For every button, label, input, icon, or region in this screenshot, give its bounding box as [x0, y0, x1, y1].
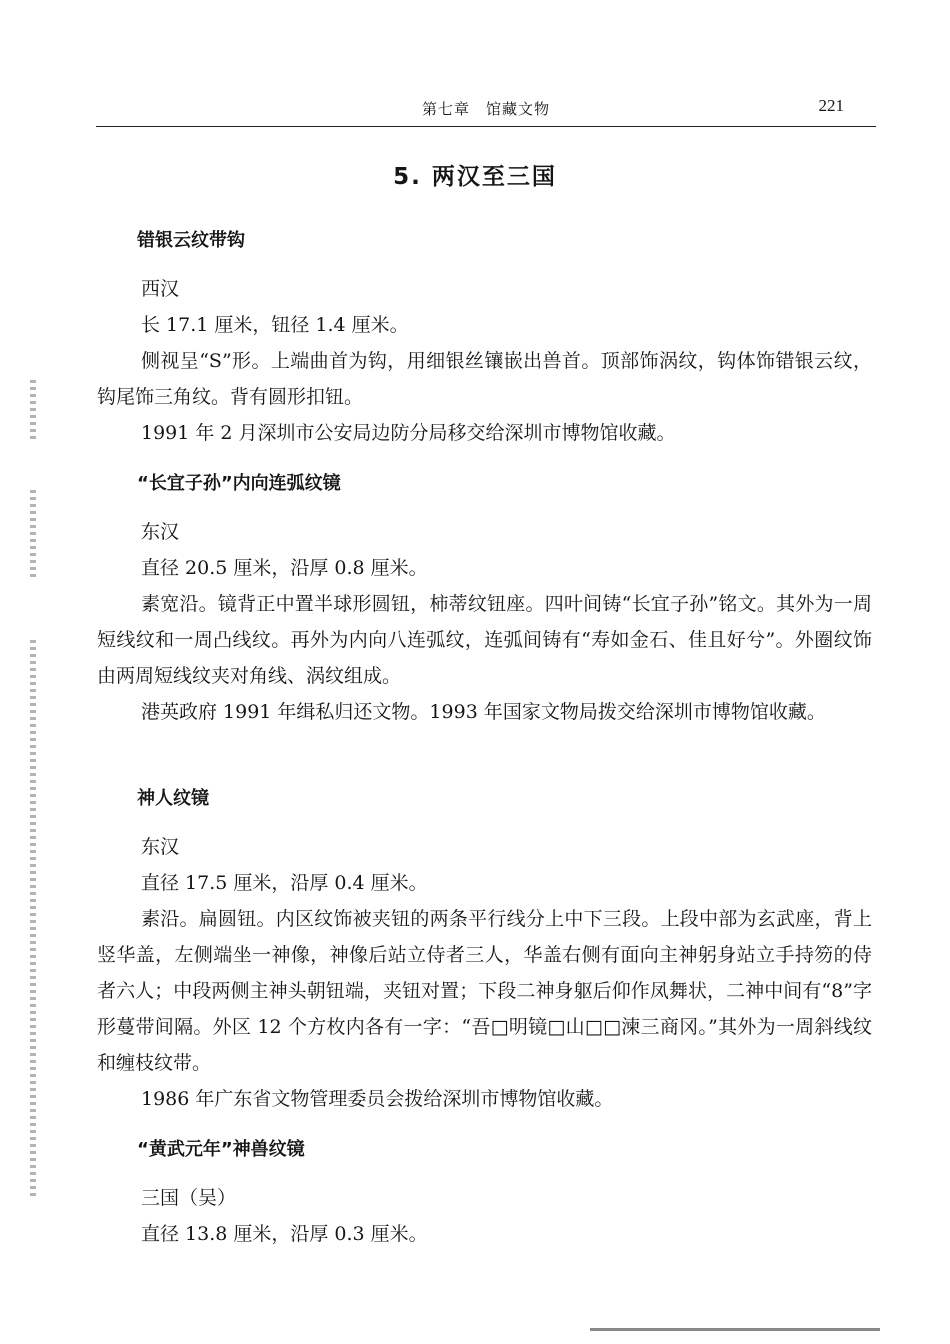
entry-dimensions: 直径 20.5 厘米，沿厚 0.8 厘米。 [141, 557, 428, 579]
scan-edge-mark [30, 490, 36, 580]
entry-dimensions: 直径 13.8 厘米，沿厚 0.3 厘米。 [141, 1223, 428, 1245]
entry-description: 素宽沿。镜背正中置半球形圆钮，柿蒂纹钮座。四叶间铸“长宜子孙”铭文。其外为一周短线纹和一周凸线纹。再外为内向八连弧纹，连弧间铸有“寿如金石、佳且好兮”。外圈纹饰由两周短线纹夹对角线、涡纹组成。 [97, 593, 872, 687]
entry-description: 侧视呈“S”形。上端曲首为钩，用细银丝镶嵌出兽首。顶部饰涡纹，钩体饰错银云纹，钩尾饰三角纹。背有圆形扣钮。 [97, 350, 872, 408]
entry-period: 东汉 [141, 836, 180, 858]
entry-title: “长宜子孙”内向连弧纹镜 [137, 473, 341, 494]
running-header [96, 94, 876, 127]
section-title: 5. 两汉至三国 [393, 164, 557, 190]
entry-provenance: 港英政府 1991 年缉私归还文物。1993 年国家文物局拨交给深圳市博物馆收藏。 [141, 701, 826, 723]
entry-period: 三国（吴） [141, 1187, 237, 1209]
entry-period: 东汉 [141, 521, 180, 543]
entry-provenance: 1991 年 2 月深圳市公安局边防分局移交给深圳市博物馆收藏。 [141, 422, 676, 444]
entry-title: “黄武元年”神兽纹镜 [137, 1139, 305, 1160]
entry-title: 神人纹镜 [137, 788, 209, 809]
scan-edge-mark [30, 380, 36, 440]
entry-provenance: 1986 年广东省文物管理委员会拨给深圳市博物馆收藏。 [141, 1088, 614, 1110]
entry-dimensions: 直径 17.5 厘米，沿厚 0.4 厘米。 [141, 872, 428, 894]
artifact-entry [97, 1134, 872, 1252]
page-number: 221 [818, 96, 844, 115]
entry-dimensions: 长 17.1 厘米，钮径 1.4 厘米。 [141, 314, 409, 336]
entry-period: 西汉 [141, 278, 180, 300]
scan-edge-mark [30, 640, 36, 1200]
artifact-entry [97, 225, 872, 451]
artifact-entry [97, 783, 872, 1117]
chapter-title: 第七章 馆藏文物 [421, 100, 550, 118]
entry-title: 错银云纹带钩 [137, 230, 245, 251]
page-bottom-rule [590, 1328, 880, 1331]
artifact-entry [97, 468, 872, 730]
entry-description: 素沿。扁圆钮。内区纹饰被夹钮的两条平行线分上中下三段。上段中部为玄武座，背上竖华盖，左侧端坐一神像，神像后站立侍者三人，华盖右侧有面向主神躬身站立手持笏的侍者六人；中段两侧主神头朝钮端，夹钮对置；下段二神身躯后仰作凤舞状，二神中间有“8”字形蔓带间隔。外区 12 个方枚内各有一字：“吾□明镜□山□□湅三商冈。”其外为一周斜线纹和缠枝纹带。 [97, 908, 872, 1074]
